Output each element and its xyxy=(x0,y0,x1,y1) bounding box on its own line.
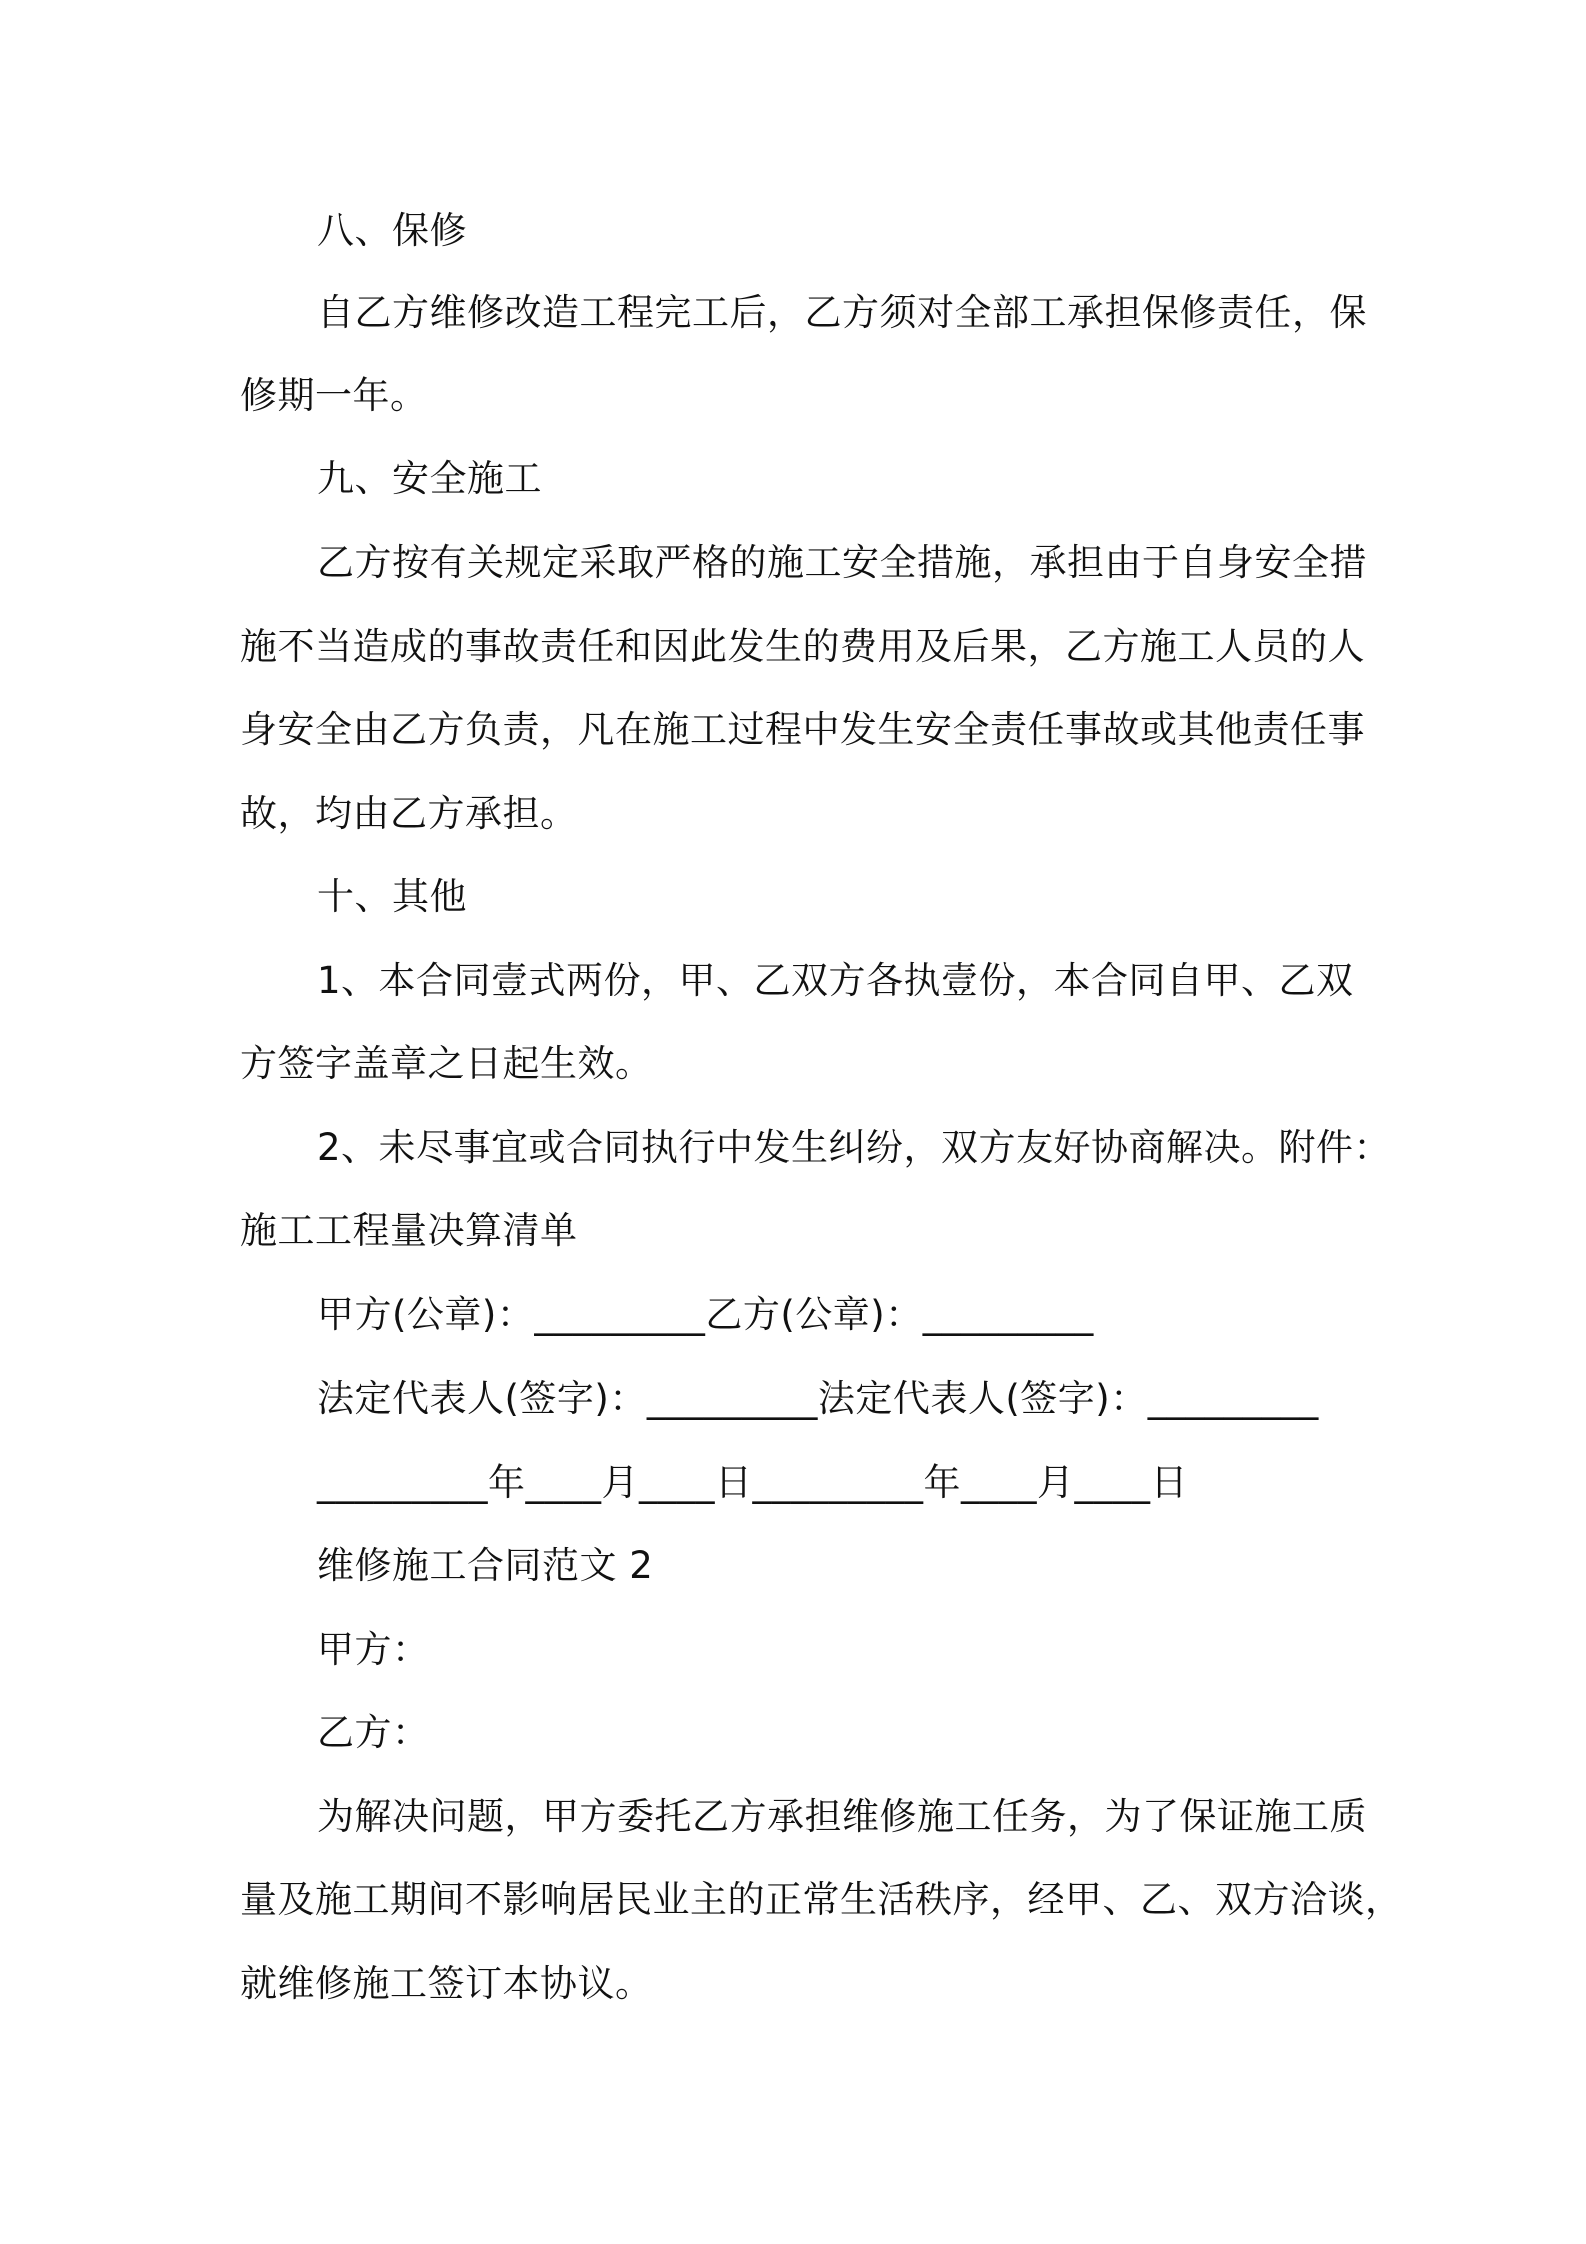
signature-seal-line: 甲方(公章)：_________乙方(公章)：_________ xyxy=(317,1293,1094,1336)
party-b-label: 乙方： xyxy=(317,1711,430,1754)
contract-title: 维修施工合同范文 2 xyxy=(317,1544,654,1587)
paragraph-line: 故，均由乙方承担。 xyxy=(240,792,578,835)
paragraph-line: 修期一年。 xyxy=(240,374,428,417)
paragraph-line: 施工工程量决算清单 xyxy=(240,1209,578,1252)
party-a-label: 甲方： xyxy=(317,1628,430,1671)
paragraph-line: 为解决问题，甲方委托乙方承担维修施工任务，为了保证施工质 xyxy=(317,1795,1367,1838)
section-heading-other: 十、其他 xyxy=(317,875,467,918)
paragraph-line: 方签字盖章之日起生效。 xyxy=(240,1042,653,1085)
paragraph-line: 2、未尽事宜或合同执行中发生纠纷，双方友好协商解决。附件： xyxy=(317,1126,1392,1169)
signature-representative-line: 法定代表人(签字)：_________法定代表人(签字)：_________ xyxy=(317,1377,1319,1420)
paragraph-line: 1、本合同壹式两份，甲、乙双方各执壹份，本合同自甲、乙双 xyxy=(317,959,1354,1002)
paragraph-line: 施不当造成的事故责任和因此发生的费用及后果，乙方施工人员的人 xyxy=(240,625,1365,668)
paragraph-line: 身安全由乙方负责，凡在施工过程中发生安全责任事故或其他责任事 xyxy=(240,708,1365,751)
signature-date-line: _________年____月____日_________年____月____日 xyxy=(317,1461,1188,1504)
paragraph-line: 量及施工期间不影响居民业主的正常生活秩序，经甲、乙、双方洽谈， xyxy=(240,1878,1403,1921)
paragraph-line: 就维修施工签订本协议。 xyxy=(240,1962,653,2005)
paragraph-line: 自乙方维修改造工程完工后，乙方须对全部工承担保修责任，保 xyxy=(317,291,1367,334)
section-heading-safety: 九、安全施工 xyxy=(317,457,542,500)
paragraph-line: 乙方按有关规定采取严格的施工安全措施，承担由于自身安全措 xyxy=(317,541,1367,584)
section-heading-warranty: 八、保修 xyxy=(317,209,467,252)
